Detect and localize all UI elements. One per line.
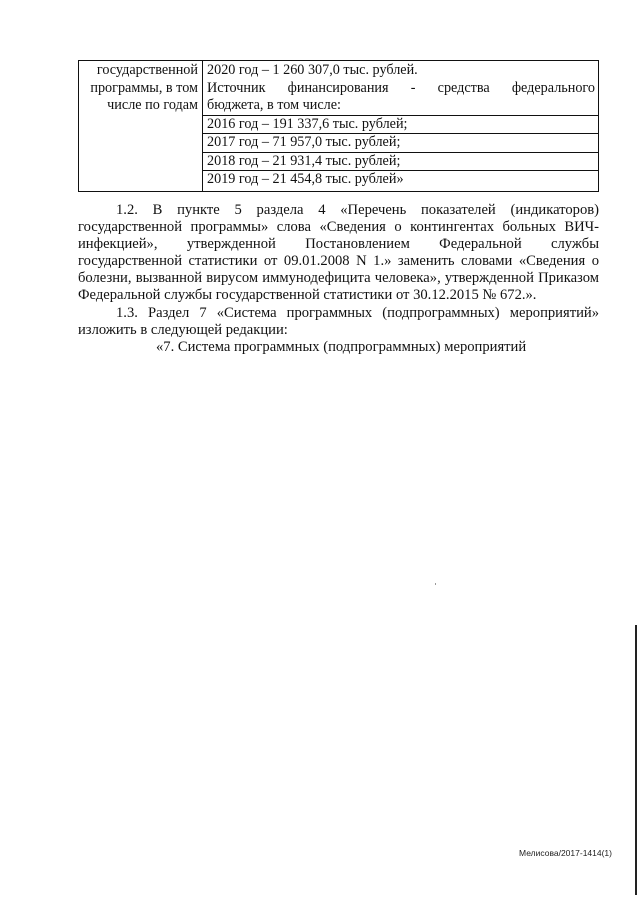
table-label-line: государственной [96,62,198,78]
table-value-line: 2019 год – 21 454,8 тыс. рублей» [203,170,598,189]
table-label-line: числе по годам [107,97,198,113]
paragraph-1-3: 1.3. Раздел 7 «Система программных (подпрограммных) мероприятий» изложить в следующей редакции: [78,305,599,338]
table-value-line: 2017 год – 71 957,0 тыс. рублей; [203,133,598,152]
body-text [78,202,599,356]
table-value-cell [203,61,599,192]
table-value-line: 2016 год – 191 337,6 тыс. рублей; [203,115,598,134]
document-reference: Мелисова/2017-1414(1) [519,848,612,858]
financing-table [78,60,599,192]
section-heading: «7. Система программных (подпрограммных) мероприятий [156,339,527,355]
scan-edge-artifact [635,625,637,895]
table-value-line: 2018 год – 21 931,4 тыс. рублей; [203,152,598,171]
scan-speck [435,583,436,585]
table-value-line: Источник финансирования - средства федерального [207,79,595,96]
table-label-cell [79,61,203,192]
table-row [79,61,599,192]
table-label-line: программы, в том [90,79,198,96]
table-value-line: 2020 год – 1 260 307,0 тыс. рублей. [207,62,418,78]
paragraph-1-2: 1.2. В пункте 5 раздела 4 «Перечень показателей (индикаторов) государственной программы» слова «Сведения о контингентах больных ВИЧ-инфекцией», утвержденной Постановлением Федеральной службы государственной статистики от 09.01.2008 N 1.» заменить словами «Сведения о болезни, вызванной вирусом иммунодефицита человека», утвержденной Приказом Федеральной службы государственной статистики от 30.12.2015 № 672.». [78,202,599,303]
table-value-line: бюджета, в том числе: [207,97,341,113]
